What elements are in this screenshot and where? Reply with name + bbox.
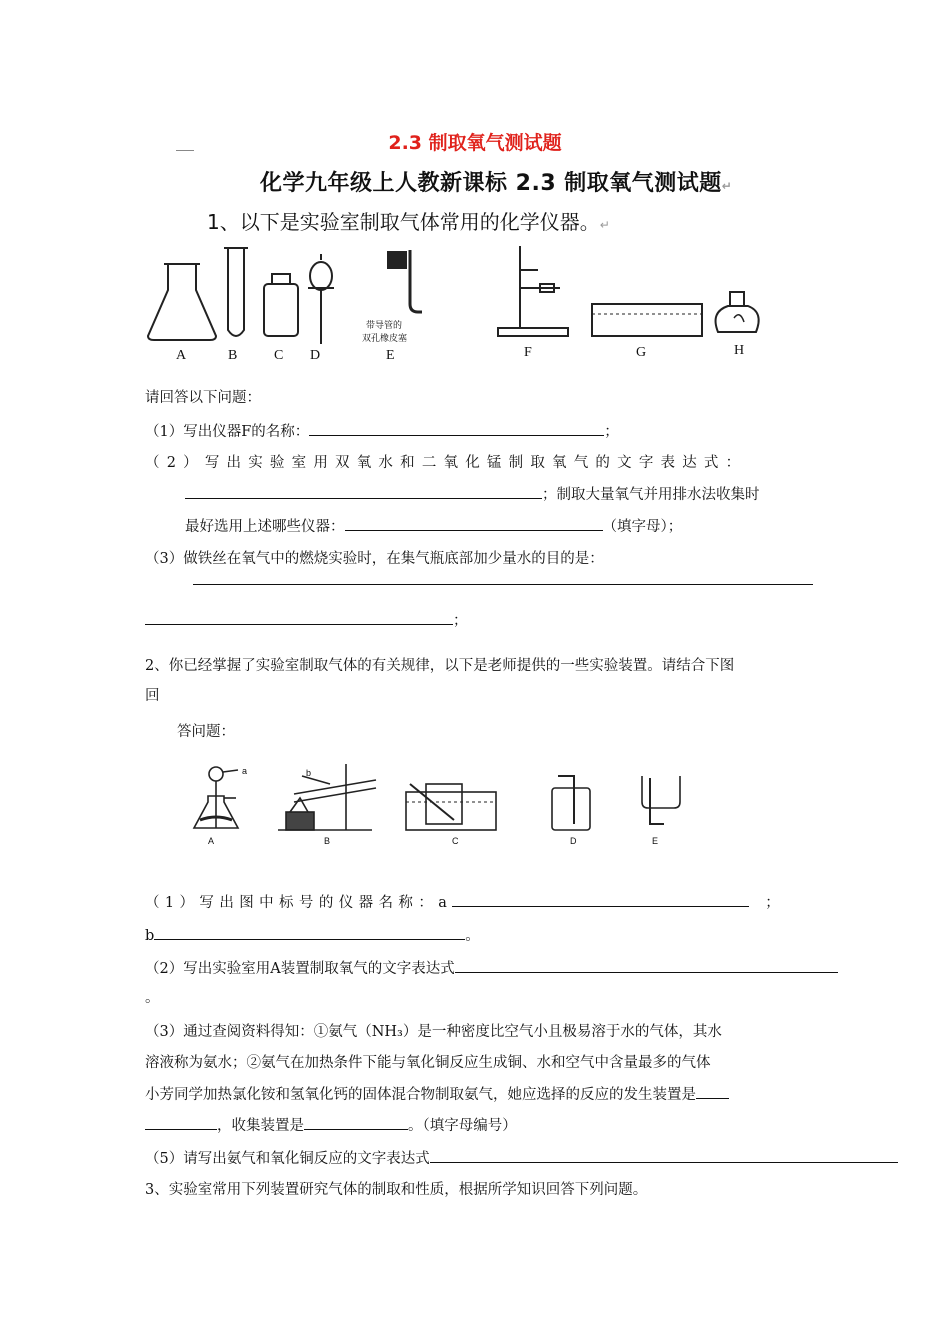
q1-part1 xyxy=(145,421,619,442)
q1-part2b xyxy=(185,484,760,505)
label-d: D xyxy=(570,836,577,846)
q2-part2-text: （2）写出实验室用A装置制取氧气的文字表达式 xyxy=(145,961,455,977)
apparatus-c xyxy=(406,784,496,830)
q2-part3c xyxy=(145,1084,729,1105)
q1-part3: （3）做铁丝在氧气中的燃烧实验时，在集气瓶底部加少量水的目的是： xyxy=(145,551,604,567)
q1-part3-end-text: ； xyxy=(453,613,468,629)
q1-part2b-text: ；制取大量氧气并用排水法收集时 xyxy=(542,487,760,503)
answer-blank[interactable] xyxy=(452,892,749,907)
q1-part2a: （2）写出实验室用双氧水和二氧化锰制取氧气的文字表达式： xyxy=(145,455,748,471)
conical-flask xyxy=(148,264,216,340)
q2-intro-a: 2、你已经掌握了实验室制取气体的有关规律，以下是老师提供的一些实验装置。请结合下图 xyxy=(145,658,735,674)
alcohol-lamp xyxy=(716,292,759,332)
apparatus-a xyxy=(194,767,238,828)
label-c: C xyxy=(452,836,459,846)
label-g: G xyxy=(636,345,647,360)
q2-part3d-mid: ，收集装置是 xyxy=(217,1118,304,1134)
q1-prompt: 请回答以下问题： xyxy=(145,390,261,406)
label-d: D xyxy=(310,348,321,363)
q2-part1 xyxy=(145,892,780,913)
q2-part3c-text: 小芳同学加热氯化铵和氢氧化钙的固体混合物制取氨气，她应选择的反应的发生装置是 xyxy=(145,1087,696,1103)
answer-blank[interactable] xyxy=(345,516,603,531)
q2-intro-c: 答问题： xyxy=(177,724,235,740)
stopper-caption-2: 双孔橡皮塞 xyxy=(362,333,408,343)
q1-part2c xyxy=(185,516,682,537)
answer-blank[interactable] xyxy=(185,484,542,499)
answer-blank[interactable] xyxy=(309,421,604,436)
main-title xyxy=(260,166,732,197)
return-mark: ↵ xyxy=(599,218,610,232)
q2-part1b-end: 。 xyxy=(465,928,480,944)
q2-part3d xyxy=(145,1115,517,1136)
q2-part2-end: 。 xyxy=(145,990,160,1006)
label-f: F xyxy=(524,345,532,360)
q2-part1-end: ； xyxy=(765,895,780,911)
label-c: C xyxy=(274,348,284,363)
instrument-figure xyxy=(140,240,790,370)
q2-part3b: 溶液称为氨水；②氨气在加热条件下能与氧化铜反应生成铜、水和空气中含量最多的气体 xyxy=(145,1055,711,1071)
q1-intro xyxy=(207,206,610,235)
test-tube xyxy=(224,248,248,336)
label-b: B xyxy=(228,348,238,363)
apparatus-b xyxy=(278,764,376,830)
separatory-funnel xyxy=(308,254,334,344)
label-a: A xyxy=(208,836,215,846)
apparatus-d xyxy=(552,776,590,830)
main-title-text: 化学九年级上人教新课标 2.3 制取氧气测试题 xyxy=(260,171,722,196)
answer-blank[interactable] xyxy=(145,610,453,625)
gas-bottle xyxy=(264,274,298,336)
two-hole-stopper xyxy=(388,250,422,312)
label-h: H xyxy=(734,343,745,358)
iron-stand xyxy=(498,246,568,336)
q1-part1-text: （1）写出仪器F的名称： xyxy=(145,424,310,440)
q2-part1b xyxy=(145,925,480,946)
q1-intro-text: 1、以下是实验室制取气体常用的化学仪器。 xyxy=(207,210,600,234)
q1-part1-end: ； xyxy=(604,424,619,440)
q3-intro: 3、实验室常用下列装置研究气体的制取和性质，根据所学知识回答下列问题。 xyxy=(145,1182,648,1198)
mark-a: a xyxy=(242,766,248,776)
q2-part5 xyxy=(145,1148,898,1169)
q2-part5-text: （5）请写出氨气和氧化铜反应的文字表达式 xyxy=(145,1151,430,1167)
answer-blank[interactable] xyxy=(145,1115,217,1130)
q2-part3d-end: 。（填字母编号） xyxy=(408,1118,517,1134)
q2-part1b-text: b xyxy=(145,928,155,944)
label-e: E xyxy=(652,836,659,846)
corner-mark xyxy=(176,150,194,151)
answer-blank[interactable] xyxy=(430,1148,898,1163)
answer-blank[interactable] xyxy=(455,958,838,973)
return-mark: ↵ xyxy=(721,179,733,193)
label-a: A xyxy=(176,348,187,363)
q2-part1-text: （1）写出图中标号的仪器名称：a xyxy=(145,895,453,911)
q1-part2c-end: （填字母）； xyxy=(602,519,683,535)
answer-blank[interactable] xyxy=(696,1084,729,1099)
q1-part3-end xyxy=(145,610,468,631)
mark-b: b xyxy=(306,768,312,778)
label-b: B xyxy=(324,836,331,846)
q2-intro-b: 回 xyxy=(145,688,160,704)
answer-blank[interactable] xyxy=(193,584,813,585)
q1-part2c-text: 最好选用上述哪些仪器： xyxy=(185,519,345,535)
answer-blank[interactable] xyxy=(154,925,465,940)
water-trough xyxy=(592,304,702,336)
label-e: E xyxy=(386,348,395,363)
apparatus-e xyxy=(642,776,680,824)
q2-part3a: （3）通过查阅资料得知：①氨气（NH₃）是一种密度比空气小且极易溶于水的气体，其水 xyxy=(145,1024,722,1040)
apparatus-figure xyxy=(190,762,710,852)
red-title: 2.3 制取氧气测试题 xyxy=(388,132,562,154)
answer-blank[interactable] xyxy=(304,1115,408,1130)
q2-part2 xyxy=(145,958,838,979)
stopper-caption-1: 带导管的 xyxy=(366,320,403,330)
